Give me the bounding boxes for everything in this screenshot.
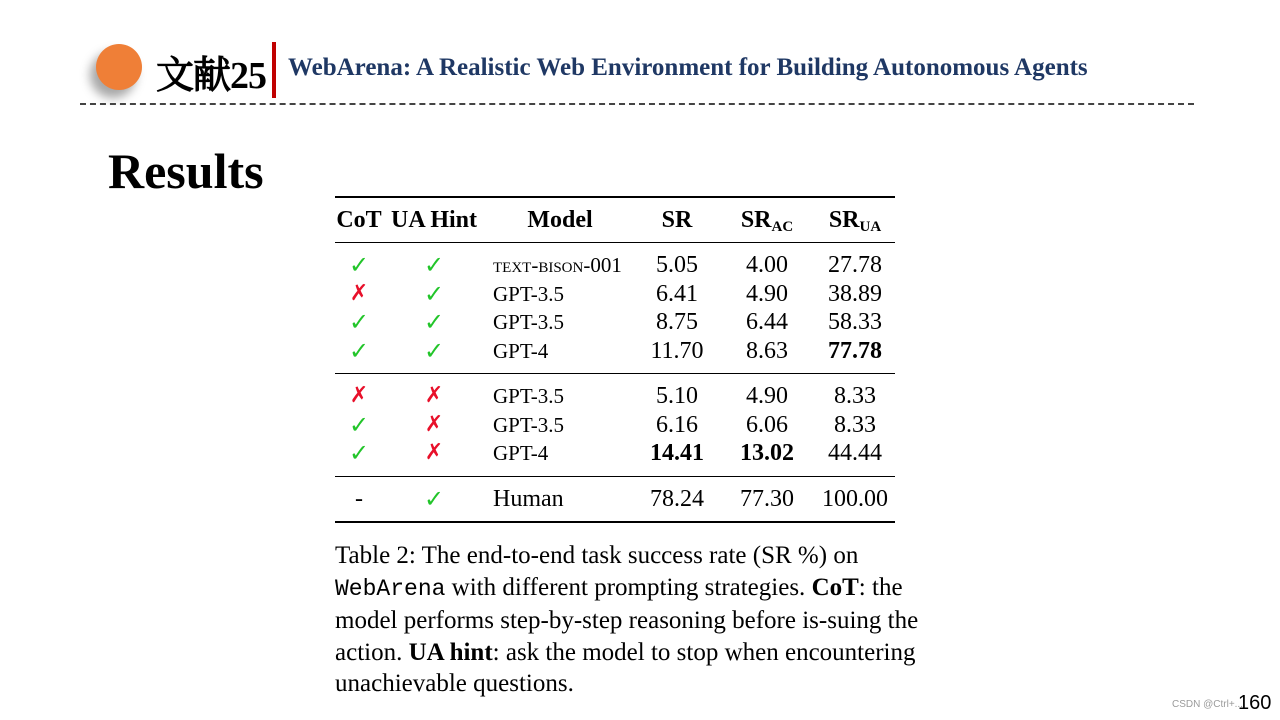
paper-title: WebArena: A Realistic Web Environment for Building Autonomous Agents bbox=[288, 54, 1088, 81]
watermark: CSDN @Ctrl+... bbox=[1172, 699, 1243, 710]
model-cell: Human bbox=[493, 485, 564, 512]
cot-cross-icon: ✗ bbox=[349, 280, 369, 306]
model-cell: GPT-3.5 bbox=[493, 281, 564, 306]
sr-cell: 11.70 bbox=[650, 337, 704, 364]
sr-ac-cell: 4.00 bbox=[746, 252, 788, 278]
cot-dash: - bbox=[355, 485, 363, 512]
caption-mono-webarena: WebArena bbox=[335, 575, 446, 602]
cot-check-icon: ✓ bbox=[348, 251, 370, 279]
header-sr-ua: $SR_{UA}$ bbox=[828, 206, 882, 235]
sr-ac-cell: 4.90 bbox=[746, 383, 788, 409]
cot-check-icon: ✓ bbox=[348, 308, 370, 336]
sr-cell: 6.16 bbox=[656, 411, 698, 438]
sr-ua-cell: 58.33 bbox=[828, 309, 882, 335]
sr-ac-cell: 8.63 bbox=[746, 337, 788, 364]
table-row bbox=[335, 374, 895, 411]
sr-ac-cell: 6.44 bbox=[746, 309, 788, 335]
cot-check-icon: ✓ bbox=[348, 336, 370, 365]
sr-ac-cell: 4.90 bbox=[746, 280, 788, 307]
orange-circle-decoration bbox=[96, 44, 142, 90]
table-row bbox=[335, 411, 895, 440]
ua-check-icon: ✓ bbox=[423, 336, 445, 365]
ua-check-icon: ✓ bbox=[423, 308, 445, 336]
model-cell: GPT-3.5 bbox=[493, 412, 564, 437]
page-number: 160 bbox=[1238, 692, 1272, 714]
sr-cell: 5.10 bbox=[656, 383, 698, 409]
ua-check-icon: ✓ bbox=[423, 251, 445, 279]
dashed-separator bbox=[80, 103, 1194, 105]
table-header-row bbox=[335, 197, 895, 243]
table-row bbox=[335, 243, 895, 280]
cot-check-icon: ✓ bbox=[348, 410, 370, 439]
sr-cell: 5.05 bbox=[656, 252, 698, 278]
ua-cross-icon: ✗ bbox=[424, 383, 444, 408]
header-ua-hint: UA Hint bbox=[390, 206, 477, 233]
cot-cross-icon: ✗ bbox=[349, 383, 369, 408]
header-model: Model bbox=[527, 206, 593, 233]
table-row bbox=[335, 280, 895, 309]
model-cell: GPT-3.5 bbox=[493, 310, 564, 334]
sr-cell-best: 14.41 bbox=[650, 440, 704, 466]
ua-cross-icon: ✗ bbox=[424, 411, 444, 437]
sr-ac-cell: 6.06 bbox=[746, 411, 788, 438]
table-row bbox=[335, 476, 895, 522]
sr-ua-cell: 44.44 bbox=[828, 440, 882, 466]
ua-check-icon: ✓ bbox=[423, 279, 445, 308]
model-cell: GPT-4 bbox=[493, 338, 549, 363]
sr-ua-cell-best: 77.78 bbox=[828, 337, 882, 364]
table-row bbox=[335, 308, 895, 337]
model-cell: GPT-3.5 bbox=[493, 384, 564, 408]
table-caption: Table 2: The end-to-end task success rate (SR %) on WebArena with different prompting strategies. CoT: the model performs step-by-step reasoning before is-suing the action. UA hint: ask the model to stop when encountering unachievable questions. bbox=[335, 542, 919, 697]
sr-ua-cell: 100.00 bbox=[822, 485, 888, 512]
ua-check-icon: ✓ bbox=[423, 484, 445, 513]
model-cell: GPT-4 bbox=[493, 441, 549, 465]
ua-cross-icon: ✗ bbox=[424, 440, 444, 465]
table-row bbox=[335, 439, 895, 476]
sr-ua-cell: 8.33 bbox=[834, 383, 876, 409]
reference-label: 文献25 bbox=[156, 55, 267, 97]
model-cell: text-bison-001 bbox=[493, 253, 622, 277]
sr-cell: 78.24 bbox=[650, 485, 704, 512]
header-sr: SR bbox=[661, 206, 693, 233]
section-heading: Results bbox=[108, 143, 264, 199]
header-sr-ac: $SR_{AC}$ bbox=[740, 206, 794, 235]
table-row bbox=[335, 337, 895, 374]
sr-ac-cell: 77.30 bbox=[740, 485, 794, 512]
red-divider-bar bbox=[272, 42, 276, 98]
results-table bbox=[335, 196, 895, 523]
sr-ua-cell: 8.33 bbox=[834, 411, 876, 438]
sr-cell: 6.41 bbox=[656, 280, 698, 307]
sr-ua-cell: 27.78 bbox=[828, 252, 882, 278]
sr-ac-cell-best: 13.02 bbox=[740, 440, 794, 466]
sr-ua-cell: 38.89 bbox=[828, 280, 882, 307]
cot-check-icon: ✓ bbox=[348, 439, 370, 467]
sr-cell: 8.75 bbox=[656, 309, 698, 335]
header-cot: CoT bbox=[336, 206, 382, 233]
